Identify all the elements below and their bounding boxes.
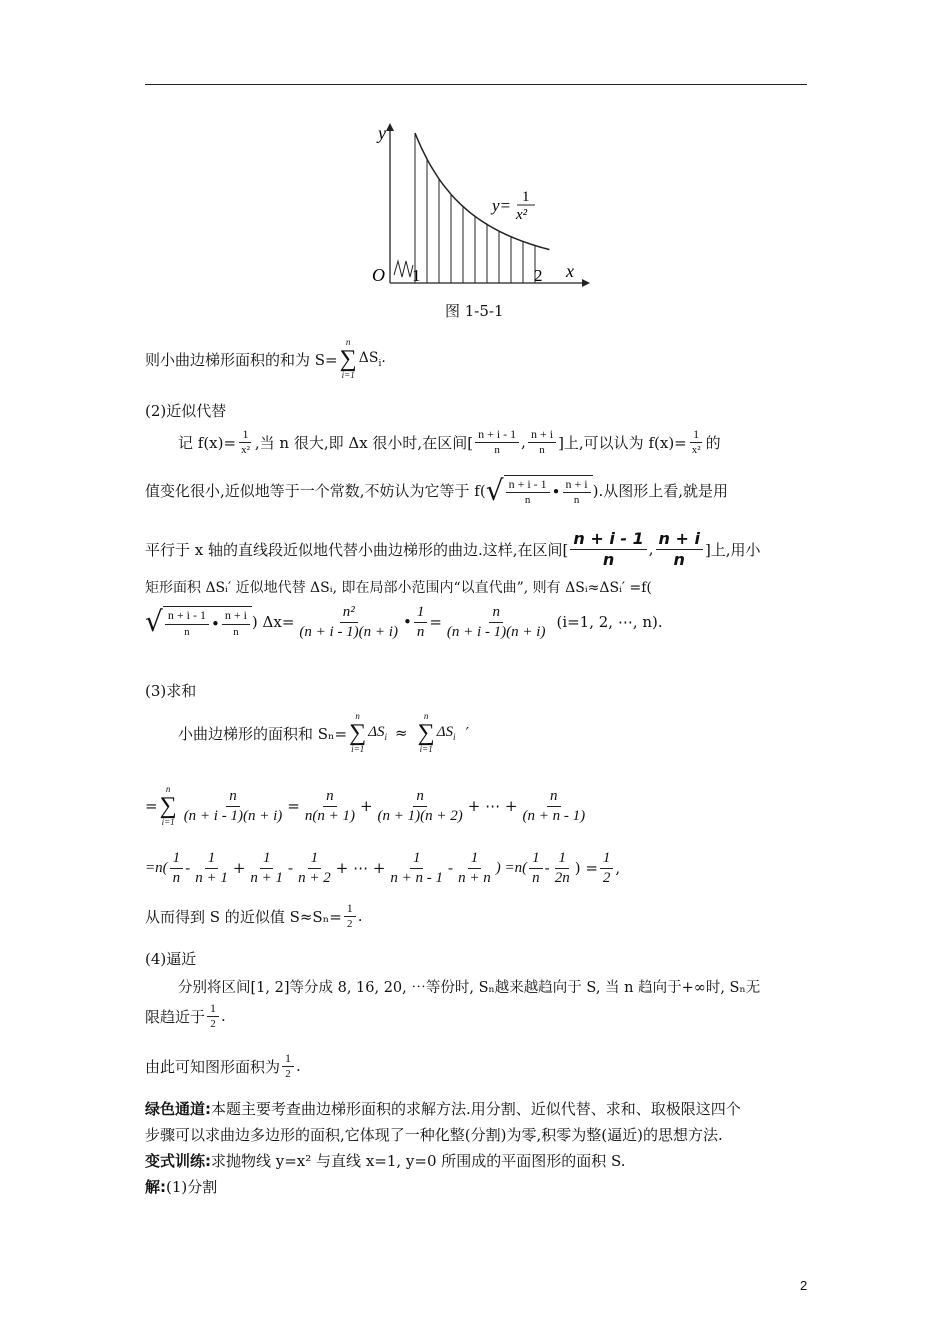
- solution-text: (1)分割: [166, 1178, 218, 1196]
- text-p4b: ]上,用小: [704, 540, 761, 559]
- para-approx-3: 平行于 x 轴的直线段近似地代替小曲边梯形的曲边.这样,在区间[ $\frac{n + i - 1}{n}$ , $\frac{n + i}{n}$ ]上,用小: [145, 529, 761, 569]
- text-p3b: ).从图形上看,就是用: [592, 482, 729, 501]
- green-channel-line-2: 步骤可以求曲边多边形的面积,它体现了一种化整(分割)为零,积零为整(逼近)的思想方法.: [145, 1126, 723, 1144]
- tick-1-label: 1: [412, 266, 421, 285]
- text-p2a: 记 f(x)=: [178, 433, 237, 452]
- para-approx-2: [145, 475, 728, 506]
- variant-training: [145, 1150, 626, 1171]
- sum-line-2: = n ∑ i=1 $\frac{n}{(n + i - 1)(n + i)}$ = $\frac{n}{n(n + 1)}$ + $\frac{n}{(n + 1)(n + 2)}$ + ⋯ + $\frac{n}{(n + n - 1)}$: [145, 784, 586, 827]
- axis-y-label: y: [378, 123, 386, 143]
- fraction-1-over-x2: $\frac{1}{\text{x²}}$: [241, 427, 250, 457]
- axis-x-label: x: [566, 261, 574, 281]
- heading-limit: (4)逼近: [145, 950, 197, 968]
- green-channel-label: 绿色通道:: [145, 1100, 211, 1118]
- green-channel-text-1: 本题主要考查曲边梯形面积的求解方法.用分割、近似代替、求和、取极限这四个: [211, 1100, 741, 1118]
- fraction-interval-right: $\frac{n + i}{n}$: [528, 428, 556, 456]
- header-rule: [145, 84, 807, 85]
- text-p10: 从而得到 S 的近似值 S≈Sₙ=: [145, 907, 342, 926]
- fraction-bold-left: $\frac{n + i - 1}{n}$: [570, 530, 646, 568]
- origin-label: O: [372, 265, 385, 285]
- approx-result: 从而得到 S 的近似值 S≈Sₙ= $\frac{1}{2}$ .: [145, 901, 363, 931]
- sum-line-3: =n( $\frac{1}{n}$ - $\frac{1}{n + 1}$ + $\frac{1}{n + 1}$ - $\frac{1}{n + 2}$ + ⋯ + $\frac{1}{n + n - 1}$ - $\frac{1}{n + n}$ ) =n( $\frac{1}{n}$ - $\frac{1}{2n}$ ) = $\frac{1}{2}$ ,: [145, 850, 621, 886]
- solution-start: [145, 1176, 217, 1197]
- fraction-bold-right: $\frac{n + i}{n}$: [656, 530, 703, 568]
- variant-text: 求抛物线 y=x² 与直线 x=1, y=0 所围成的平面图形的面积 S.: [211, 1152, 626, 1170]
- text-p2d: 的: [705, 433, 721, 452]
- delta-s-i: $\Delta S_i$.: [358, 349, 386, 369]
- text-p7: 小曲边梯形的面积和 Sₙ=: [178, 724, 348, 743]
- para-limit-2: 限趋近于 $\frac{1}{2}$ .: [145, 1001, 226, 1031]
- heading-sum: (3)求和: [145, 682, 197, 700]
- fraction-1-over-x2-b: $\frac{1}{\text{x²}}$: [691, 427, 701, 457]
- page-number: 2: [800, 1278, 808, 1293]
- sqrt-expression: √ $\frac{n + i - 1}{n}$ • $\frac{n + i}{n}$: [486, 475, 593, 506]
- sum-intro-line: [145, 338, 386, 380]
- fraction-n2: $\frac{\text{n²}}{(n + i - 1)(n + i)}$: [299, 604, 398, 640]
- text-p4: 平行于 x 轴的直线段近似地代替小曲边梯形的曲边.这样,在区间[: [145, 540, 569, 559]
- para-approx-4: 矩形面积 ΔSᵢ′ 近似地代替 ΔSᵢ, 即在局部小范围内“以直代曲”, 则有 ΔSᵢ≈ΔSᵢ′ =f(: [145, 580, 652, 596]
- green-channel: [145, 1098, 741, 1119]
- fraction-interval-left: $\frac{n + i - 1}{n}$: [475, 428, 519, 456]
- para-area: 由此可知图形面积为 $\frac{1}{2}$ .: [145, 1051, 301, 1081]
- sum-line-1: 小曲边梯形的面积和 Sₙ= n ∑ i=1 $\Delta S_i$ ≈ n ∑ i=1 $\Delta S_i$ ′: [178, 711, 469, 754]
- curve-label-den: x²: [516, 207, 528, 223]
- text-p13: 由此可知图形面积为: [145, 1057, 281, 1076]
- sigma-sum-icon: n ∑ i=1: [339, 337, 357, 380]
- text-i-range: (i=1, 2, ⋯, n).: [556, 613, 663, 631]
- heading-approx: (2)近似代替: [145, 402, 227, 420]
- figure-curve-area: [360, 115, 600, 295]
- equation-delta-s: √ $\frac{n + i - 1}{n}$ • $\frac{n + i}{n}$ ) Δx= $\frac{\text{n²}}{(n + i - 1)(n + i)}$ • $\frac{1}{n}$ = $\frac{n}{(n + i - 1)(n + i)}$ (i=1, 2, ⋯, n).: [145, 604, 663, 640]
- sum-intro-text: 则小曲边梯形面积的和为 S=: [145, 350, 338, 369]
- curve-label-prefix: y=: [492, 196, 512, 215]
- text-p2b: ,当 n 很大,即 Δx 很小时,在区间[: [254, 433, 474, 452]
- variant-label: 变式训练:: [145, 1152, 211, 1170]
- tick-2-label: 2: [534, 266, 543, 285]
- para-limit-1: 分别将区间[1, 2]等分成 8, 16, 20, ⋯等份时, Sₙ越来越趋向于 S, 当 n 趋向于+∞时, Sₙ无: [178, 980, 761, 996]
- curve-label-num: 1: [522, 189, 530, 205]
- solution-label: 解:: [145, 1178, 166, 1196]
- text-p3a: 值变化很小,近似地等于一个常数,不妨认为它等于 f(: [145, 482, 486, 501]
- figure-caption: 图 1-5-1: [445, 302, 504, 320]
- para-approx-1: 记 f(x)= $\frac{1}{\text{x²}}$ ,当 n 很大,即 Δx 很小时,在区间[ $\frac{n + i - 1}{n}$ , $\frac{n + i}{n}$ ]上,可以认为 f(x)= $\frac{1}{\text{x²}}$ 的: [178, 427, 721, 457]
- text-p12: 限趋近于: [145, 1007, 206, 1026]
- text-p2c: ]上,可以认为 f(x)=: [558, 433, 687, 452]
